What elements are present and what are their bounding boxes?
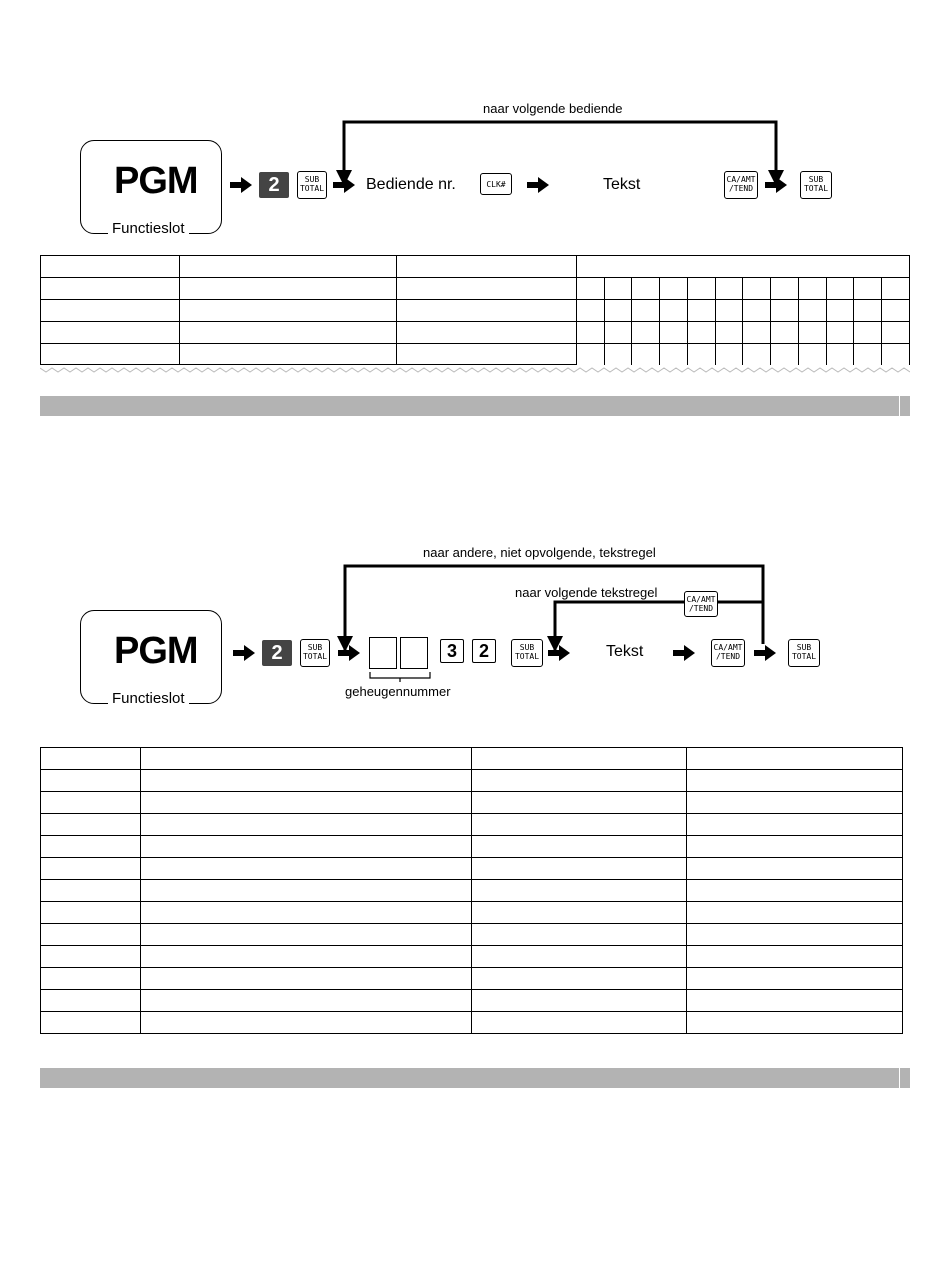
table-cell	[471, 836, 686, 858]
subtotal-key-bottom: TOTAL	[803, 184, 829, 193]
char-cell	[882, 344, 910, 365]
char-cell	[798, 300, 826, 322]
subtotal-key[interactable]	[300, 639, 330, 667]
table-cell	[140, 858, 471, 880]
pgm-label: PGM	[114, 630, 198, 672]
table-cell	[140, 836, 471, 858]
table-cell	[41, 748, 141, 770]
subtotal-key-top: SUB	[519, 643, 535, 652]
char-cell	[687, 278, 715, 300]
table-row	[41, 880, 903, 902]
arrow-right-icon	[673, 645, 695, 661]
arrow-right-icon	[230, 177, 252, 193]
table-row	[41, 748, 903, 770]
char-cell	[771, 322, 799, 344]
function-lock-label: Functieslot	[108, 690, 189, 707]
table-cell	[140, 946, 471, 968]
char-cell	[577, 322, 605, 344]
table-cell	[180, 322, 397, 344]
subtotal-key-top: SUB	[808, 175, 824, 184]
table-cell	[471, 770, 686, 792]
table-cell	[686, 814, 902, 836]
subtotal-key[interactable]	[511, 639, 543, 667]
subtotal-key-top: SUB	[307, 643, 323, 652]
subtotal-key-bottom: TOTAL	[791, 652, 817, 661]
char-cell	[604, 322, 632, 344]
ca-amt-tend-key[interactable]	[724, 171, 758, 199]
loop-label-other-line: naar andere, niet opvolgende, tekstregel	[423, 545, 656, 560]
table-cell	[471, 858, 686, 880]
char-cell	[882, 322, 910, 344]
char-cell	[826, 322, 854, 344]
table-row	[41, 770, 903, 792]
char-cell	[798, 278, 826, 300]
char-cell	[715, 344, 743, 365]
table-cell	[397, 256, 577, 278]
table-cell	[471, 924, 686, 946]
table-cell	[41, 300, 180, 322]
subtotal-key[interactable]	[800, 171, 832, 199]
table-cell	[41, 322, 180, 344]
table-row	[41, 814, 903, 836]
text-label: Tekst	[603, 176, 641, 193]
table-cell	[577, 256, 910, 278]
table-row	[41, 1012, 903, 1034]
table-cell	[686, 902, 902, 924]
table-cell	[471, 880, 686, 902]
ca-amt-tend-key[interactable]	[684, 591, 718, 617]
message-table	[40, 747, 903, 1034]
table-row	[41, 322, 910, 344]
subtotal-key-bottom: TOTAL	[302, 652, 328, 661]
char-cell	[715, 278, 743, 300]
char-cell	[854, 278, 882, 300]
table-cell	[686, 858, 902, 880]
table-cell	[471, 814, 686, 836]
arrow-right-icon	[333, 177, 355, 193]
char-cell	[826, 278, 854, 300]
memory-number-label: geheugennummer	[345, 684, 451, 699]
table-cell	[41, 858, 141, 880]
table-cell	[140, 968, 471, 990]
table-row	[41, 990, 903, 1012]
section-divider	[40, 1068, 910, 1088]
char-cell	[687, 300, 715, 322]
table-cell	[180, 300, 397, 322]
table-cell	[180, 344, 397, 365]
char-cell	[660, 300, 688, 322]
arrow-right-icon	[765, 177, 787, 193]
char-cell	[687, 322, 715, 344]
char-cell	[577, 300, 605, 322]
table-cell	[140, 748, 471, 770]
ca-key-top: CA/AMT	[726, 175, 756, 184]
table-row	[41, 792, 903, 814]
table-cell	[140, 792, 471, 814]
table-cell	[180, 278, 397, 300]
table-cell	[41, 344, 180, 365]
table-cell	[686, 924, 902, 946]
char-cell	[743, 300, 771, 322]
char-cell	[743, 344, 771, 365]
table-cell	[397, 322, 577, 344]
ca-amt-tend-key[interactable]	[711, 639, 745, 667]
char-cell	[632, 322, 660, 344]
table-cell	[686, 968, 902, 990]
char-cell	[604, 278, 632, 300]
char-cell	[882, 278, 910, 300]
table-cell	[471, 1012, 686, 1034]
table-row	[41, 256, 910, 278]
loop-label-next-line: naar volgende tekstregel	[515, 585, 658, 600]
key-2[interactable]: 2	[262, 640, 292, 666]
ca-key-top: CA/AMT	[713, 643, 743, 652]
table-cell	[471, 748, 686, 770]
char-cell	[826, 300, 854, 322]
table-cell	[471, 902, 686, 924]
table-cell	[397, 344, 577, 365]
char-cell	[577, 278, 605, 300]
table-cell	[140, 924, 471, 946]
text-label: Tekst	[606, 643, 644, 660]
table-cell	[471, 990, 686, 1012]
memory-digit-slot[interactable]	[369, 637, 397, 669]
ca-key-top: CA/AMT	[686, 595, 716, 604]
char-cell	[798, 322, 826, 344]
subtotal-key-bottom: TOTAL	[299, 184, 325, 193]
table-cell	[41, 814, 141, 836]
arrow-right-icon	[233, 645, 255, 661]
table-cell	[41, 902, 141, 924]
key-2[interactable]: 2	[472, 639, 496, 663]
loop-label-next-clerk: naar volgende bediende	[483, 101, 623, 116]
char-cell	[882, 300, 910, 322]
table-row	[41, 300, 910, 322]
clk-key[interactable]	[480, 173, 512, 195]
subtotal-key[interactable]	[297, 171, 327, 199]
table-cell	[686, 770, 902, 792]
table-cell	[41, 256, 180, 278]
table-row	[41, 836, 903, 858]
table-row	[41, 858, 903, 880]
arrow-right-icon	[548, 645, 570, 661]
char-cell	[577, 344, 605, 365]
table-cell	[140, 814, 471, 836]
char-cell	[660, 278, 688, 300]
table-row	[41, 968, 903, 990]
table-cell	[41, 946, 141, 968]
table-cell	[41, 990, 141, 1012]
char-cell	[854, 322, 882, 344]
char-cell	[743, 322, 771, 344]
table-cell	[140, 902, 471, 924]
char-cell	[826, 344, 854, 365]
table-row	[41, 902, 903, 924]
arrow-right-icon	[338, 645, 360, 661]
clerk-number-label: Bediende nr.	[366, 176, 456, 193]
char-cell	[687, 344, 715, 365]
table-cell	[140, 770, 471, 792]
char-cell	[798, 344, 826, 365]
subtotal-key-top: SUB	[796, 643, 812, 652]
table-cell	[41, 836, 141, 858]
table-cell	[41, 278, 180, 300]
memory-digit-slot[interactable]	[400, 637, 428, 669]
pgm-label: PGM	[114, 160, 198, 202]
section-divider	[40, 396, 910, 416]
clk-key-label: CLK#	[486, 180, 506, 189]
char-cell	[715, 322, 743, 344]
table-row	[41, 344, 910, 365]
table-cell	[180, 256, 397, 278]
subtotal-key-top: SUB	[304, 175, 320, 184]
char-cell	[660, 344, 688, 365]
table-cell	[41, 770, 141, 792]
char-cell	[604, 300, 632, 322]
table-cell	[41, 968, 141, 990]
key-2[interactable]: 2	[259, 172, 289, 198]
torn-edge	[40, 366, 910, 374]
subtotal-key[interactable]	[788, 639, 820, 667]
char-cell	[854, 300, 882, 322]
table-cell	[471, 792, 686, 814]
table-cell	[140, 1012, 471, 1034]
char-cell	[660, 322, 688, 344]
table-cell	[471, 968, 686, 990]
char-cell	[771, 300, 799, 322]
table-cell	[686, 1012, 902, 1034]
table-cell	[41, 924, 141, 946]
key-3[interactable]: 3	[440, 639, 464, 663]
table-cell	[41, 1012, 141, 1034]
table-cell	[471, 946, 686, 968]
ca-key-bottom: /TEND	[728, 184, 754, 193]
table-cell	[686, 748, 902, 770]
arrow-right-icon	[754, 645, 776, 661]
arrow-right-icon	[527, 177, 549, 193]
char-cell	[632, 344, 660, 365]
memory-bracket	[368, 670, 432, 682]
ca-key-bottom: /TEND	[715, 652, 741, 661]
char-cell	[771, 278, 799, 300]
table-row	[41, 278, 910, 300]
table-row	[41, 924, 903, 946]
char-cell	[632, 300, 660, 322]
table-cell	[140, 880, 471, 902]
table-cell	[686, 946, 902, 968]
clerk-table	[40, 255, 910, 365]
ca-key-bottom: /TEND	[688, 604, 714, 613]
function-lock-label: Functieslot	[108, 220, 189, 237]
table-cell	[686, 792, 902, 814]
char-cell	[715, 300, 743, 322]
char-cell	[771, 344, 799, 365]
table-cell	[686, 990, 902, 1012]
subtotal-key-bottom: TOTAL	[514, 652, 540, 661]
char-cell	[743, 278, 771, 300]
char-cell	[854, 344, 882, 365]
table-cell	[397, 300, 577, 322]
table-cell	[41, 792, 141, 814]
table-row	[41, 946, 903, 968]
table-cell	[686, 880, 902, 902]
table-cell	[397, 278, 577, 300]
table-cell	[140, 990, 471, 1012]
char-cell	[632, 278, 660, 300]
table-cell	[41, 880, 141, 902]
char-cell	[604, 344, 632, 365]
table-cell	[686, 836, 902, 858]
